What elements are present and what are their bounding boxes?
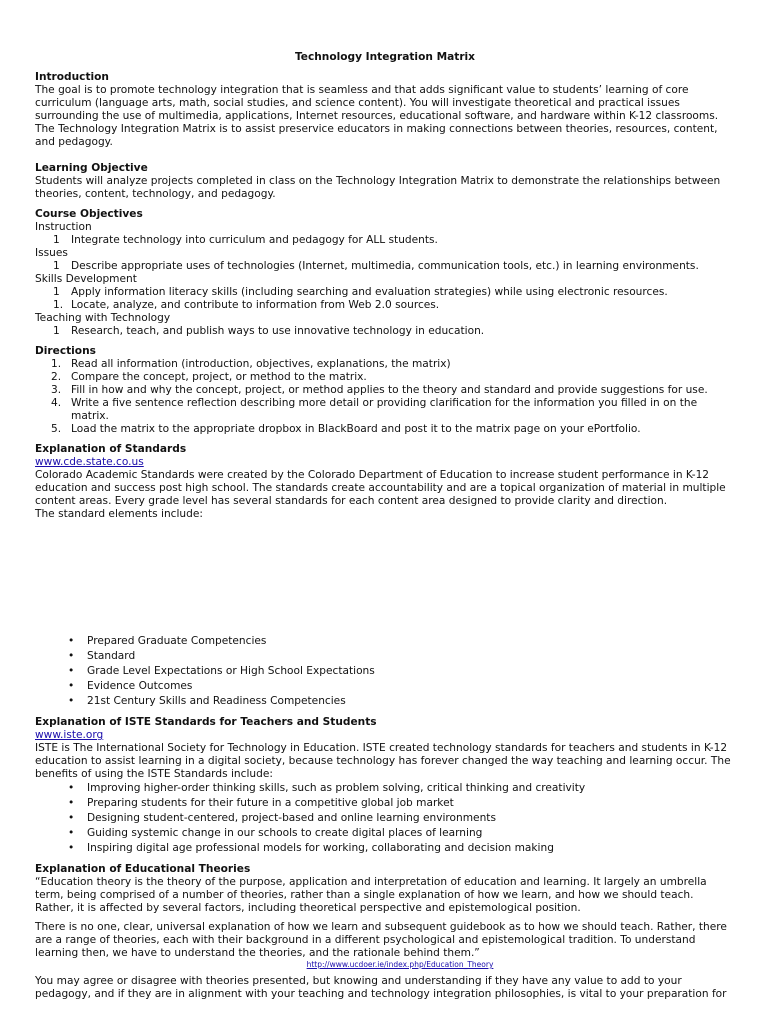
list-item: • Inspiring digital age professional models for working, collaborating and decision making bbox=[35, 841, 735, 856]
learning-objective-text: Students will analyze projects completed in class on the Technology Integration Matrix to demonstrate the relationships between theories, content, technology, and pedagogy. bbox=[35, 175, 721, 200]
list-item: 1 Research, teach, and publish ways to use innovative technology in education. bbox=[53, 325, 485, 337]
introduction-text: The goal is to promote technology integration that is seamless and that adds significant value to students’ learning of core curriculum (language arts, math, social studies, and science content). You will investigate theoretical and practical issues surrounding the use of multimedia, applications, Internet resources, educational software, and hardware within K-12 classrooms. The Technology Integration Matrix is to assist preservice educators in making connections between theories, resources, content, and pedagogy. bbox=[35, 84, 719, 148]
standards-section bbox=[35, 443, 735, 709]
theories-paragraph-3: You may agree or disagree with theories presented, but knowing and understanding if they have any value to add to your pedagogy, and if they are in alignment with your teaching and technology integration philosophies, is vital to your preparation for bbox=[35, 975, 727, 1000]
list-item: • Evidence Outcomes bbox=[35, 679, 735, 694]
list-item: 1. Locate, analyze, and contribute to information from Web 2.0 sources. bbox=[53, 299, 440, 311]
iste-text: ISTE is The International Society for Technology in Education. ISTE created technology standards for teachers and students in K-12 education to assist learning in a digital society, because technology has forever changed the way teaching and learning occur. The benefits of using the ISTE Standards include: bbox=[35, 742, 731, 780]
iste-link[interactable]: www.iste.org bbox=[35, 729, 104, 741]
objective-group-issues: Issues bbox=[35, 247, 68, 259]
list-item: • 21st Century Skills and Readiness Competencies bbox=[35, 694, 735, 709]
theories-paragraph-1: “Education theory is the theory of the purpose, application and interpretation of education and learning. It largely an umbrella term, being comprised of a number of theories, rather than a single explanation of how we learn, and how we should teach. Rather, it is affected by several factors, including theoretical perspective and epistemological position. bbox=[35, 876, 707, 914]
list-item: • Guiding systemic change in our schools to create digital places of learning bbox=[35, 826, 735, 841]
list-item: • Standard bbox=[35, 649, 735, 664]
list-item: 1. Read all information (introduction, objectives, explanations, the matrix) bbox=[51, 358, 451, 370]
page-title: Technology Integration Matrix bbox=[294, 51, 476, 63]
list-item: 5. Load the matrix to the appropriate dropbox in BlackBoard and post it to the matrix page on your ePortfolio. bbox=[51, 423, 641, 435]
list-item: 1 Describe appropriate uses of technologies (Internet, multimedia, communication tools, etc.) in learning environments. bbox=[53, 260, 699, 272]
list-item: • Grade Level Expectations or High School Expectations bbox=[35, 664, 735, 679]
iste-heading: Explanation of ISTE Standards for Teachers and Students bbox=[35, 716, 377, 728]
theories-section bbox=[35, 863, 735, 1001]
education-theory-link[interactable]: http://www.ucdoer.ie/index.php/Education_Theory bbox=[306, 960, 494, 969]
document-body bbox=[35, 51, 735, 1001]
list-item: • Preparing students for their future in a competitive global job market bbox=[35, 796, 735, 811]
standards-heading: Explanation of Standards bbox=[35, 443, 187, 455]
learning-objective-section bbox=[35, 162, 735, 201]
objective-group-teaching-with-technology: Teaching with Technology bbox=[35, 312, 171, 324]
theories-heading: Explanation of Educational Theories bbox=[35, 863, 251, 875]
directions-section bbox=[35, 345, 735, 436]
blank-space bbox=[35, 521, 735, 634]
list-item: • Prepared Graduate Competencies bbox=[35, 634, 735, 649]
list-item: 3. Fill in how and why the concept, project, or method applies to the theory and standard and provide suggestions for use. bbox=[51, 384, 708, 396]
standards-text: Colorado Academic Standards were created by the Colorado Department of Education to increase student performance in K-12 education and success post high school. The standards create accountability and are a topical organization of material in multiple content areas. Every grade level has several standards for each content area designed to provide clarity and direction. bbox=[35, 469, 726, 507]
list-item: 1 Integrate technology into curriculum and pedagogy for ALL students. bbox=[53, 234, 438, 246]
list-item: • Designing student-centered, project-based and online learning environments bbox=[35, 811, 735, 826]
objective-group-skills-development: Skills Development bbox=[35, 273, 137, 285]
cde-link[interactable]: www.cde.state.co.us bbox=[35, 456, 144, 468]
objective-group-instruction: Instruction bbox=[35, 221, 92, 233]
course-objectives-heading: Course Objectives bbox=[35, 208, 143, 220]
standards-elements-intro: The standard elements include: bbox=[35, 508, 203, 520]
list-item: 1 Apply information literacy skills (including searching and evaluation strategies) while using electronic resources. bbox=[53, 286, 668, 298]
introduction-heading: Introduction bbox=[35, 71, 109, 83]
list-item: 4. Write a five sentence reflection describing more detail or providing clarification for the information you filled in on the matrix. bbox=[51, 397, 698, 422]
list-item: • Improving higher-order thinking skills, such as problem solving, critical thinking and creativity bbox=[35, 781, 735, 796]
introduction-section bbox=[35, 71, 735, 149]
iste-section bbox=[35, 716, 735, 856]
directions-heading: Directions bbox=[35, 345, 96, 357]
learning-objective-heading: Learning Objective bbox=[35, 162, 148, 174]
course-objectives-section bbox=[35, 208, 735, 338]
list-item: 2. Compare the concept, project, or method to the matrix. bbox=[51, 371, 367, 383]
theories-paragraph-2: There is no one, clear, universal explanation of how we learn and subsequent guidebook as to how we should teach. Rather, there are a range of theories, each with their background in a different psychological and epistemological tradition. To understand learning then, we have to understand the theories, and the rationale behind them.” bbox=[35, 921, 727, 959]
